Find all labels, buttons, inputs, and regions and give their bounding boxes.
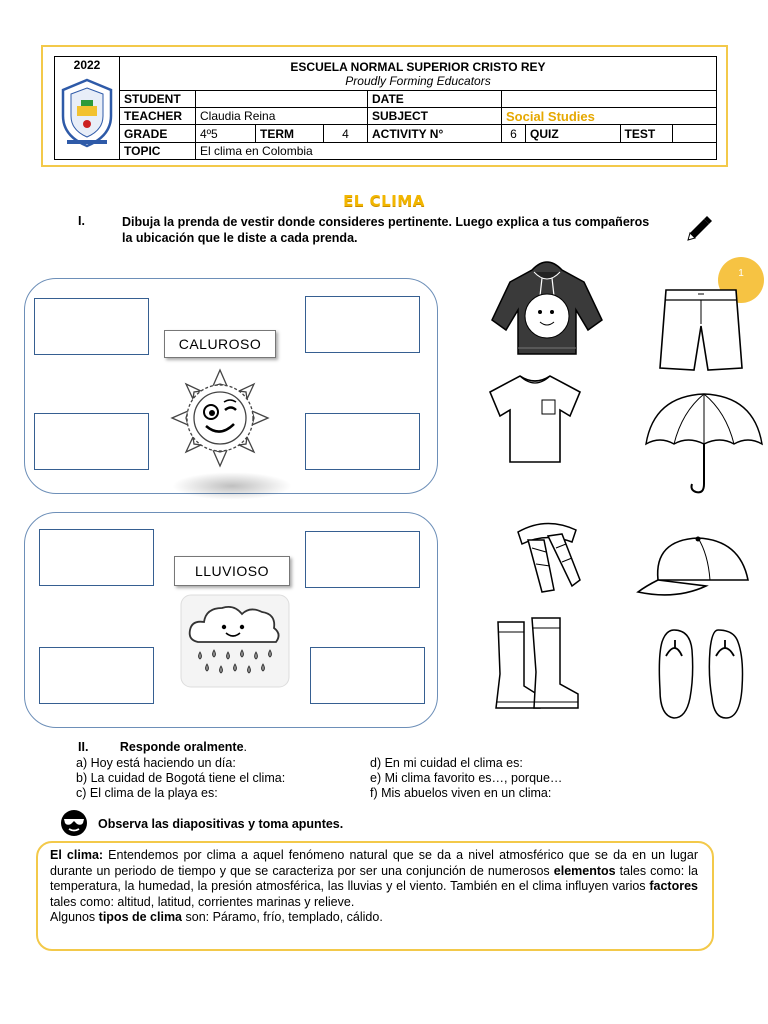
section2-title-suffix: . [243, 740, 248, 754]
info-term: El clima: [50, 848, 104, 862]
drop-box-rain-2[interactable] [305, 531, 420, 588]
question-c: c) El clima de la playa es: [76, 786, 218, 800]
drop-box-rain-4[interactable] [310, 647, 425, 704]
shorts-icon [658, 286, 744, 372]
year-cell [55, 57, 120, 160]
info-text [50, 848, 698, 926]
info-part-3: tales como: altitud, latitud, corrientes marinas y relieve. [50, 894, 355, 909]
sun-shadow [172, 472, 292, 500]
date-label: DATE [368, 91, 502, 108]
year: 2022 [73, 58, 101, 72]
topic-value: El clima en Colombia [196, 143, 717, 160]
header-table [54, 56, 717, 160]
drop-box-hot-3[interactable] [34, 413, 149, 470]
section2-title: Responde oralmente [119, 740, 244, 754]
pencil-icon [684, 214, 714, 244]
term-label: TERM [256, 125, 324, 143]
student-label: STUDENT [120, 91, 196, 108]
questions-right [370, 756, 562, 801]
info-factores: factores [649, 879, 698, 893]
sun-icon [170, 368, 270, 468]
questions-left [76, 756, 285, 801]
activity-value: 6 [502, 125, 526, 143]
grade-value: 4º5 [196, 125, 256, 143]
info-elementos: elementos [553, 863, 616, 878]
subject-value: Social Studies [502, 108, 717, 125]
school-logo-icon [59, 74, 115, 150]
question-f: f) Mis abuelos viven en un clima: [370, 786, 552, 800]
info-part-4a: Algunos [50, 910, 99, 924]
drop-box-rain-3[interactable] [39, 647, 154, 704]
drop-box-hot-1[interactable] [34, 298, 149, 355]
school-name: ESCUELA NORMAL SUPERIOR CRISTO REY [290, 59, 546, 74]
rain-boots-icon [490, 614, 582, 712]
school-motto: Proudly Forming Educators [345, 73, 491, 88]
topic-label: TOPIC [120, 143, 196, 160]
cap-icon [636, 534, 756, 600]
activity-label: ACTIVITY N° [368, 125, 502, 143]
question-d: d) En mi cuidad el clima es: [370, 756, 523, 770]
hoodie-icon [488, 256, 606, 358]
question-a: a) Hoy está haciendo un día: [76, 756, 236, 770]
section1-number: I. [78, 214, 85, 228]
info-part-4b: son: Páramo, frío, templado, cálido. [182, 910, 383, 924]
date-field[interactable] [502, 91, 717, 108]
hot-label: CALUROSO [164, 330, 276, 358]
rain-cloud-icon [180, 594, 290, 688]
test-label: TEST [620, 125, 672, 142]
section1-instruction: Dibuja la prenda de vestir donde consideres pertinente. Luego explica a tus compañeros la ubicación que le diste a cada prenda. [122, 215, 650, 245]
info-part-1: Entendemos por clima a aquel fenómeno natural que se da a nivel atmosférico que se da en un lugar durante un periodo de tiempo y que se caracteriza por ser una conjunción de numerosos [50, 848, 698, 878]
drop-box-rain-1[interactable] [39, 529, 154, 586]
teacher-label: TEACHER [120, 108, 196, 125]
info-tipos: tipos de clima [98, 910, 183, 924]
grade-label: GRADE [120, 125, 196, 143]
section2-heading [78, 740, 247, 754]
drop-box-hot-4[interactable] [305, 413, 420, 470]
info-part-2: tales como: la temperatura, la humedad, la presión atmosférica, las lluvias y el viento. También en el clima influyen varios [50, 863, 699, 893]
drop-box-hot-2[interactable] [305, 296, 420, 353]
page-number-badge: 1 [718, 257, 764, 303]
section2-number: II. [78, 740, 89, 754]
page-title: EL CLIMA [343, 192, 425, 210]
question-e: e) Mi clima favorito es…, porque… [370, 771, 563, 785]
scarf-icon [512, 514, 582, 596]
note-text: Observa las diapositivas y toma apuntes. [98, 817, 344, 831]
student-field[interactable] [196, 91, 368, 108]
rainy-label: LLUVIOSO [174, 556, 290, 586]
quiz-label: QUIZ [526, 125, 620, 142]
teacher-value: Claudia Reina [196, 108, 368, 125]
term-value: 4 [324, 125, 368, 143]
sunglasses-face-icon [60, 809, 88, 837]
subject-label: SUBJECT [368, 108, 502, 125]
umbrella-icon [642, 392, 766, 498]
tshirt-icon [486, 372, 584, 466]
flip-flops-icon [656, 626, 752, 722]
question-b: b) La cuidad de Bogotá tiene el clima: [76, 771, 286, 785]
